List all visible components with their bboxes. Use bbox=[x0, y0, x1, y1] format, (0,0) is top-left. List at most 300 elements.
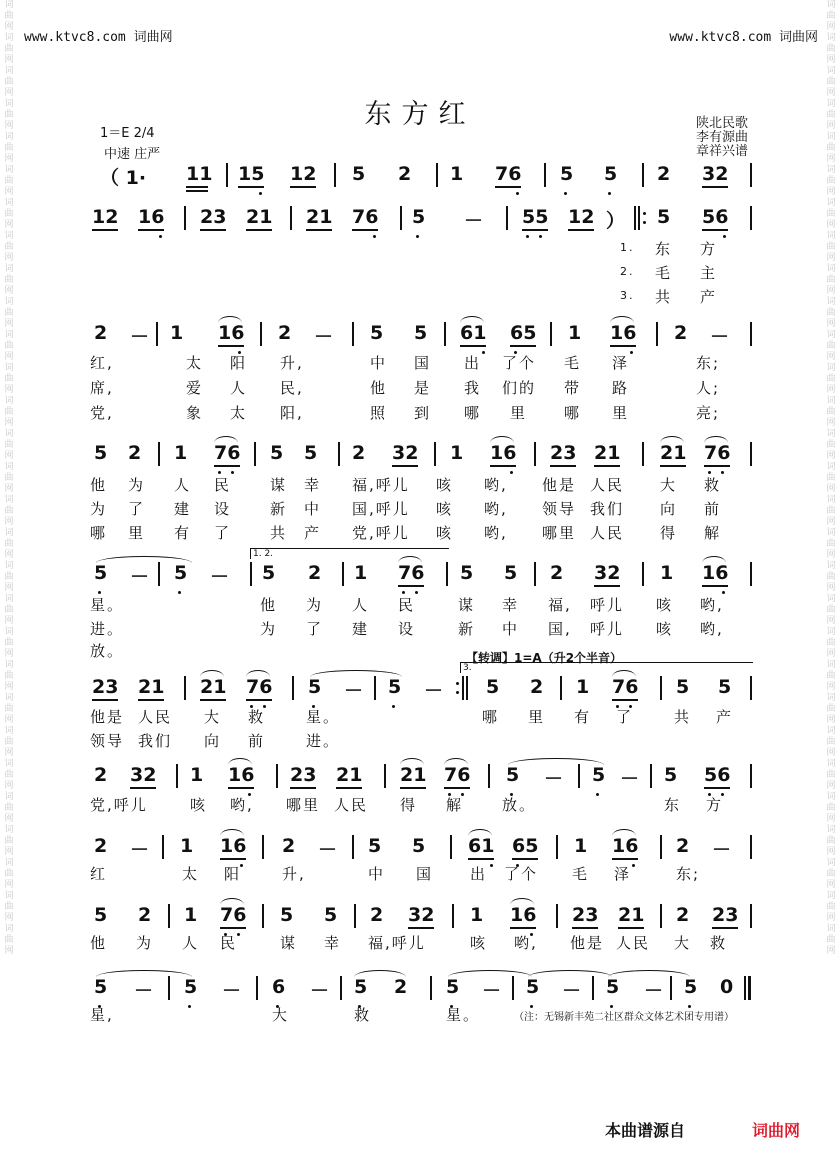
note: 2 bbox=[282, 835, 296, 857]
note: 56 bbox=[702, 206, 729, 228]
note: － bbox=[130, 566, 150, 588]
note: － bbox=[544, 768, 564, 790]
note: 1 bbox=[470, 904, 484, 926]
lyric-verse-3 bbox=[90, 402, 754, 422]
site-header-right[interactable]: www.ktvc8.com 词曲网 bbox=[669, 30, 818, 45]
note: 2 bbox=[94, 835, 108, 857]
beam bbox=[495, 186, 521, 188]
tie bbox=[608, 970, 690, 977]
lyric: 设 bbox=[398, 620, 416, 638]
lyric: 哟, bbox=[230, 796, 254, 814]
lyric: 进。 bbox=[306, 732, 341, 750]
note: 1 bbox=[174, 442, 188, 464]
barline bbox=[262, 835, 264, 859]
lyric: 为 bbox=[90, 500, 108, 518]
note: 55 bbox=[522, 206, 549, 228]
lyric: 前 bbox=[248, 732, 266, 750]
note: 76 bbox=[246, 676, 273, 698]
beam bbox=[618, 927, 644, 929]
barline bbox=[342, 562, 344, 586]
lyric: 我们 bbox=[138, 732, 173, 750]
lyric: 向 bbox=[660, 500, 678, 518]
lyric: 为 bbox=[136, 934, 154, 952]
lyric: 产 bbox=[716, 708, 734, 726]
lyric: 中 bbox=[368, 865, 386, 883]
repeat-dot bbox=[456, 682, 459, 685]
lyric: 他是 bbox=[570, 934, 605, 952]
beam bbox=[490, 465, 516, 467]
barline bbox=[260, 322, 262, 346]
lyric: 谋 bbox=[458, 596, 476, 614]
lyric: 东; bbox=[696, 354, 721, 372]
lyric: 里 bbox=[510, 404, 528, 422]
lyric: 呼儿 bbox=[590, 620, 625, 638]
note: 5 bbox=[506, 764, 520, 786]
barline bbox=[184, 206, 186, 230]
barline bbox=[670, 976, 672, 1000]
beam bbox=[200, 229, 226, 231]
repeat-start-barline bbox=[638, 206, 640, 230]
site-header-left[interactable]: www.ktvc8.com 词曲网 bbox=[24, 30, 173, 45]
lyric: 哪 bbox=[464, 404, 482, 422]
note: 76 bbox=[444, 764, 471, 786]
note: 2 bbox=[550, 562, 564, 584]
notes-row bbox=[90, 562, 754, 588]
repeat-end-barline bbox=[462, 676, 464, 700]
note: 21 bbox=[336, 764, 363, 786]
score-system-1 bbox=[90, 163, 754, 203]
lyric-verse-1 bbox=[90, 352, 754, 372]
lyric: 他 bbox=[90, 934, 108, 952]
repeat-end-barline bbox=[466, 676, 468, 700]
beam bbox=[290, 787, 316, 789]
lyric: 他 bbox=[260, 596, 278, 614]
beam bbox=[238, 186, 264, 188]
beam bbox=[92, 229, 118, 231]
beam bbox=[594, 585, 620, 587]
lyric: 泽 bbox=[612, 354, 630, 372]
beam bbox=[568, 229, 594, 231]
barline bbox=[158, 442, 160, 466]
lyric: 星, bbox=[90, 1006, 114, 1024]
low-octave-dot bbox=[564, 192, 567, 195]
barline bbox=[176, 764, 178, 788]
note: 5 bbox=[94, 976, 108, 998]
note: 76 bbox=[214, 442, 241, 464]
note: 5 bbox=[606, 976, 620, 998]
lyric: 中 bbox=[304, 500, 322, 518]
score-system-5 bbox=[90, 549, 754, 662]
note: 23 bbox=[550, 442, 577, 464]
lyric: 席, bbox=[90, 379, 114, 397]
note: 16 bbox=[702, 562, 729, 584]
note: 16 bbox=[138, 206, 165, 228]
lyric: 福,呼儿 bbox=[368, 934, 426, 952]
tie bbox=[96, 970, 192, 977]
lyric: 新 bbox=[458, 620, 476, 638]
lyric: 中 bbox=[502, 620, 520, 638]
lyric: 救 bbox=[248, 708, 266, 726]
notes-row bbox=[90, 163, 754, 189]
note: － bbox=[134, 980, 154, 1002]
lyric-verse-2 bbox=[90, 730, 754, 750]
note: 2 bbox=[94, 322, 108, 344]
note: 12 bbox=[568, 206, 595, 228]
slur bbox=[612, 829, 636, 836]
repeat-start-barline bbox=[634, 206, 636, 230]
lyric: 领导 bbox=[542, 500, 577, 518]
slur bbox=[702, 556, 726, 563]
barline bbox=[226, 163, 228, 187]
lyric: 带 bbox=[564, 379, 582, 397]
barline bbox=[338, 442, 340, 466]
note: 21 bbox=[400, 764, 427, 786]
note: 1 bbox=[354, 562, 368, 584]
note: 61 bbox=[460, 322, 487, 344]
tie bbox=[96, 556, 192, 563]
lyric: 民, bbox=[280, 379, 304, 397]
slur bbox=[490, 436, 514, 443]
beam bbox=[512, 858, 538, 860]
barline bbox=[292, 676, 294, 700]
note: 32 bbox=[702, 163, 729, 185]
barline bbox=[434, 442, 436, 466]
lyric-verse-1 bbox=[90, 863, 754, 883]
repeat-dot bbox=[643, 221, 646, 224]
notes-row bbox=[90, 764, 754, 790]
slur bbox=[218, 316, 242, 323]
beam bbox=[704, 787, 730, 789]
barline bbox=[578, 764, 580, 788]
slur bbox=[354, 970, 406, 977]
lyric: 里 bbox=[528, 708, 546, 726]
note: 16 bbox=[612, 835, 639, 857]
beam bbox=[444, 787, 470, 789]
lyric: 阳 bbox=[224, 865, 242, 883]
lyric: 产 bbox=[700, 288, 718, 306]
note: 2 bbox=[308, 562, 322, 584]
note: 76 bbox=[352, 206, 379, 228]
barline bbox=[642, 442, 644, 466]
note: 5 bbox=[412, 835, 426, 857]
lyric: 新 bbox=[270, 500, 288, 518]
final-barline bbox=[744, 976, 746, 1000]
barline bbox=[592, 976, 594, 1000]
beam bbox=[352, 229, 378, 231]
slur bbox=[200, 670, 224, 677]
barline bbox=[642, 163, 644, 187]
beam bbox=[306, 229, 332, 231]
beam bbox=[246, 699, 272, 701]
note: 5 bbox=[352, 163, 366, 185]
slur bbox=[444, 758, 468, 765]
lyric: 领导 bbox=[90, 732, 125, 750]
note: 76 bbox=[220, 904, 247, 926]
lyric: 升, bbox=[280, 354, 304, 372]
note: － bbox=[130, 839, 150, 861]
lyric: 升, bbox=[282, 865, 306, 883]
lyric: 国 bbox=[414, 354, 432, 372]
note: 23 bbox=[712, 904, 739, 926]
note: 23 bbox=[290, 764, 317, 786]
barline bbox=[534, 562, 536, 586]
lyric: 亮; bbox=[696, 404, 721, 422]
note: 16 bbox=[228, 764, 255, 786]
lyric: 人 bbox=[230, 379, 248, 397]
barline bbox=[452, 904, 454, 928]
lyric-verse-2 bbox=[90, 498, 754, 518]
lyric: 我 bbox=[464, 379, 482, 397]
note: 21 bbox=[306, 206, 333, 228]
lyric: 党,呼儿 bbox=[352, 524, 410, 542]
note: 65 bbox=[510, 322, 537, 344]
note: － bbox=[310, 980, 330, 1002]
lyric: 民 bbox=[398, 596, 416, 614]
lyric: 星。 bbox=[306, 708, 341, 726]
lyric: 太 bbox=[186, 354, 204, 372]
barline bbox=[488, 764, 490, 788]
barline bbox=[506, 206, 508, 230]
lyric: 方 bbox=[706, 796, 724, 814]
barline bbox=[750, 163, 752, 187]
note: 61 bbox=[468, 835, 495, 857]
barline bbox=[660, 676, 662, 700]
slur bbox=[660, 436, 684, 443]
lyric: 哪 bbox=[564, 404, 582, 422]
note: － bbox=[222, 980, 242, 1002]
lyric: 民 bbox=[220, 934, 238, 952]
lyric: 民 bbox=[214, 476, 232, 494]
note: 2 bbox=[676, 835, 690, 857]
lyric: 他 bbox=[90, 476, 108, 494]
lyric: 咳 bbox=[656, 596, 674, 614]
barline bbox=[750, 206, 752, 230]
lyric: 呼儿 bbox=[590, 596, 625, 614]
score-system-9 bbox=[90, 904, 754, 964]
lyric: 人民 bbox=[590, 476, 625, 494]
note: 21 bbox=[618, 904, 645, 926]
note: 5 bbox=[657, 206, 671, 228]
barline bbox=[534, 442, 536, 466]
lyric: 方 bbox=[700, 240, 718, 258]
score-system-8 bbox=[90, 835, 754, 895]
lyric-verse-2 bbox=[90, 618, 754, 638]
note: 16 bbox=[510, 904, 537, 926]
watermark-right: 词曲网词曲网词曲网词曲网词曲网词曲网词曲网词曲网词曲网词曲网词曲网词曲网词曲网词曲网词曲网词曲网词曲网词曲网词曲网词曲网词曲网词曲网词曲网词曲网词曲网词曲网词曲网词曲网词曲网 bbox=[826, 0, 836, 956]
lyric: 福, bbox=[548, 596, 572, 614]
note: 16 bbox=[218, 322, 245, 344]
barline bbox=[560, 676, 562, 700]
lyric-verse-1 bbox=[90, 238, 754, 258]
score-system-3 bbox=[90, 322, 754, 422]
lyric: 星。 bbox=[90, 596, 125, 614]
beam bbox=[704, 465, 730, 467]
volta-bracket: 1. 2. bbox=[250, 548, 449, 559]
slur bbox=[400, 758, 424, 765]
note: 2 bbox=[676, 904, 690, 926]
tie bbox=[528, 970, 612, 977]
lyric: 东; bbox=[676, 865, 701, 883]
beam bbox=[400, 787, 426, 789]
lyric: 红 bbox=[90, 865, 108, 883]
lyric: 出 bbox=[464, 354, 482, 372]
verse-number: 3. bbox=[620, 289, 635, 302]
lyric: 大 bbox=[674, 934, 692, 952]
note: 5 bbox=[280, 904, 294, 926]
lyric: 阳, bbox=[280, 404, 304, 422]
note: 65 bbox=[512, 835, 539, 857]
note: 16 bbox=[220, 835, 247, 857]
lyric: 大 bbox=[660, 476, 678, 494]
note: 21 bbox=[246, 206, 273, 228]
barline bbox=[660, 904, 662, 928]
lyric: 为 bbox=[128, 476, 146, 494]
note: 5 bbox=[354, 976, 368, 998]
beam bbox=[218, 345, 244, 347]
note: 5 bbox=[174, 562, 188, 584]
lyric: 是 bbox=[414, 379, 432, 397]
lyric: 照 bbox=[370, 404, 388, 422]
lyric: 党,呼儿 bbox=[90, 796, 148, 814]
lyric: 们的 bbox=[502, 379, 537, 397]
score-system-4 bbox=[90, 442, 754, 542]
lyric: 大 bbox=[272, 1006, 290, 1024]
slur bbox=[610, 316, 634, 323]
barline bbox=[340, 976, 342, 1000]
lyric: 咳 bbox=[656, 620, 674, 638]
note: 2 bbox=[278, 322, 292, 344]
lyric: 人; bbox=[696, 379, 721, 397]
note: － bbox=[314, 326, 334, 348]
beam bbox=[702, 585, 728, 587]
lyric: 向 bbox=[204, 732, 222, 750]
lyric-verse-1 bbox=[90, 594, 754, 614]
beam bbox=[594, 465, 620, 467]
lyric: 了 bbox=[306, 620, 324, 638]
barline bbox=[450, 835, 452, 859]
note: 56 bbox=[704, 764, 731, 786]
note: 5 bbox=[94, 562, 108, 584]
barline bbox=[430, 976, 432, 1000]
note: － bbox=[482, 980, 502, 1002]
barline bbox=[660, 835, 662, 859]
note: 5 bbox=[664, 764, 678, 786]
source-label: 本曲谱源自 bbox=[605, 1121, 686, 1140]
credit-line: 李有源曲 bbox=[696, 130, 749, 145]
note: 21 bbox=[138, 676, 165, 698]
beam bbox=[550, 465, 576, 467]
barline bbox=[400, 206, 402, 230]
note: 5 bbox=[526, 976, 540, 998]
note: 5 bbox=[446, 976, 460, 998]
slur bbox=[468, 829, 492, 836]
note: 5 bbox=[676, 676, 690, 698]
beam bbox=[612, 858, 638, 860]
lyric: 国,呼儿 bbox=[352, 500, 410, 518]
note: 1 bbox=[568, 322, 582, 344]
lyric: 阳 bbox=[230, 354, 248, 372]
lyric: 到 bbox=[414, 404, 432, 422]
note: 32 bbox=[392, 442, 419, 464]
lyric: 党, bbox=[90, 404, 114, 422]
score-system-6 bbox=[90, 651, 754, 756]
note: 76 bbox=[612, 676, 639, 698]
barline bbox=[168, 904, 170, 928]
lyric: 国, bbox=[548, 620, 572, 638]
notes-row bbox=[90, 976, 754, 1002]
lyric: 人民 bbox=[616, 934, 651, 952]
note: 76 bbox=[495, 163, 522, 185]
note: 23 bbox=[92, 676, 119, 698]
final-barline bbox=[748, 976, 751, 1000]
lyric-verse-1 bbox=[90, 794, 754, 814]
lyric: 幸 bbox=[502, 596, 520, 614]
lyric-verse-3 bbox=[90, 640, 754, 660]
note: 16 bbox=[610, 322, 637, 344]
notes-row bbox=[90, 322, 754, 348]
lyric: 放。 bbox=[90, 642, 125, 660]
barline bbox=[262, 904, 264, 928]
lyric: 他是 bbox=[90, 708, 125, 726]
note: － bbox=[130, 326, 150, 348]
barline bbox=[550, 322, 552, 346]
note: 1 bbox=[660, 562, 674, 584]
beam bbox=[398, 585, 424, 587]
lyric-verse-3 bbox=[90, 522, 754, 542]
note: － bbox=[562, 980, 582, 1002]
lyric: 人民 bbox=[138, 708, 173, 726]
notes-row bbox=[90, 835, 754, 861]
beam bbox=[186, 186, 208, 188]
beam bbox=[572, 927, 598, 929]
lyric: 共 bbox=[674, 708, 692, 726]
source-site-link[interactable]: 词曲网 bbox=[752, 1121, 801, 1140]
lyric: 毛 bbox=[572, 865, 590, 883]
note: 76 bbox=[398, 562, 425, 584]
barline bbox=[750, 442, 752, 466]
beam bbox=[336, 787, 362, 789]
tempo-marking: 中速 庄严 bbox=[104, 147, 161, 162]
note: 5 bbox=[718, 676, 732, 698]
note: － bbox=[712, 839, 732, 861]
beam bbox=[392, 465, 418, 467]
note: 5 bbox=[94, 904, 108, 926]
note: 5 bbox=[560, 163, 574, 185]
lyric: 国 bbox=[416, 865, 434, 883]
note: － bbox=[710, 326, 730, 348]
lyric: 哟, bbox=[484, 500, 508, 518]
modulation-marking: 【转调】1=A（升2个半音） bbox=[466, 651, 623, 665]
slur bbox=[246, 670, 270, 677]
barline bbox=[354, 904, 356, 928]
lyric: 哪 bbox=[90, 524, 108, 542]
beam bbox=[522, 229, 548, 231]
lyric: 产 bbox=[304, 524, 322, 542]
note: 5 bbox=[368, 835, 382, 857]
lyric: 哟, bbox=[514, 934, 538, 952]
slur bbox=[398, 556, 422, 563]
barline bbox=[184, 676, 186, 700]
lyric: 中 bbox=[370, 354, 388, 372]
note: 5 bbox=[460, 562, 474, 584]
barline bbox=[384, 764, 386, 788]
note: 1 bbox=[576, 676, 590, 698]
low-octave-dot bbox=[516, 192, 519, 195]
lyric: 大 bbox=[204, 708, 222, 726]
key-signature: 1＝E 2/4 bbox=[100, 126, 155, 141]
lyric-verse-3 bbox=[90, 286, 754, 306]
lyric: 星。 bbox=[446, 1006, 481, 1024]
